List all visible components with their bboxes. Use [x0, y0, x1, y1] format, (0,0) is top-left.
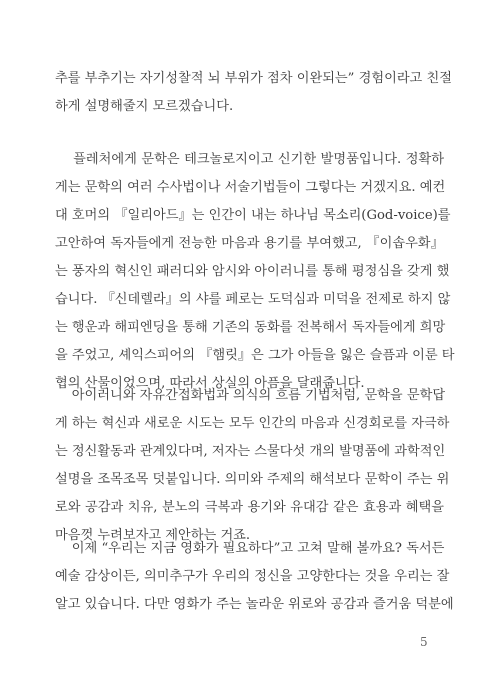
- paragraph-1: [55, 65, 452, 121]
- text-line: 플레처에게 문학은 테크놀로지이고 신기한 발명품입니다. 정확하: [55, 152, 444, 167]
- paragraph-4: [55, 535, 454, 619]
- page-number: 5: [420, 635, 428, 649]
- text-line: 추를 부추기는 자기성찰적 뇌 부위가 점차 이완되는” 경험이라고 친절: [55, 71, 452, 86]
- text-line: 고안하여 독자들에게 전능한 마음과 용기를 부여했고, 『이솝우화』: [55, 236, 444, 251]
- text-line: 하게 설명해줄지 모르겠습니다.: [55, 99, 234, 114]
- text-line: 을 주었고, 셰익스피어의 『햄릿』은 그가 아들을 잃은 슬픔과 이룬 타: [55, 348, 455, 363]
- text-line: 예술 감상이든, 의미추구가 우리의 정신을 고양한다는 것을 우리는 잘: [55, 569, 450, 584]
- paragraph-2: [55, 146, 455, 398]
- text-line: 마음껏 누려보자고 제안하는 거죠.: [55, 528, 251, 543]
- text-line: 이제 “우리는 지금 영화가 필요하다”고 고쳐 말해 볼까요? 독서든: [55, 541, 445, 556]
- text-line: 아이러니와 자유간접화법과 의식의 흐름 기법처럼, 문학을 문학답: [55, 388, 446, 403]
- text-line: 는 정신활동과 관계있다며, 저자는 스물다섯 개의 발명품에 과학적인: [55, 444, 446, 459]
- text-line: 게 하는 혁신과 새로운 시도는 모두 인간의 마음과 신경회로를 자극하: [55, 416, 450, 431]
- text-line: 게는 문학의 여러 수사법이나 서술기법들이 그렇다는 거겠지요. 예컨: [55, 180, 446, 195]
- text-line: 로와 공감과 치유, 분노의 극복과 용기와 유대감 같은 효용과 혜택을: [55, 500, 444, 515]
- text-line: 는 풍자의 혁신인 패러디와 암시와 아이러니를 통해 평정심을 갖게 했: [55, 264, 450, 279]
- text-line: 습니다. 『신데렐라』의 샤를 페로는 도덕심과 미덕을 전제로 하지 않: [55, 292, 451, 307]
- text-line: 대 호머의 『일리아드』는 인간이 내는 하나님 목소리(God-voice)를: [55, 208, 451, 223]
- text-line: 협의 산물이었으며, 따라서 상실의 아픔을 달래줍니다.: [55, 376, 365, 391]
- text-line: 는 행운과 해피엔딩을 통해 기존의 동화를 전복해서 독자들에게 희망: [55, 320, 446, 335]
- paragraph-3: [55, 382, 450, 550]
- text-line: 설명을 조목조목 덧붙입니다. 의미와 주제의 해석보다 문학이 주는 위: [55, 472, 450, 487]
- text-line: 알고 있습니다. 다만 영화가 주는 놀라운 위로와 공감과 즐거움 덕분에: [55, 597, 454, 612]
